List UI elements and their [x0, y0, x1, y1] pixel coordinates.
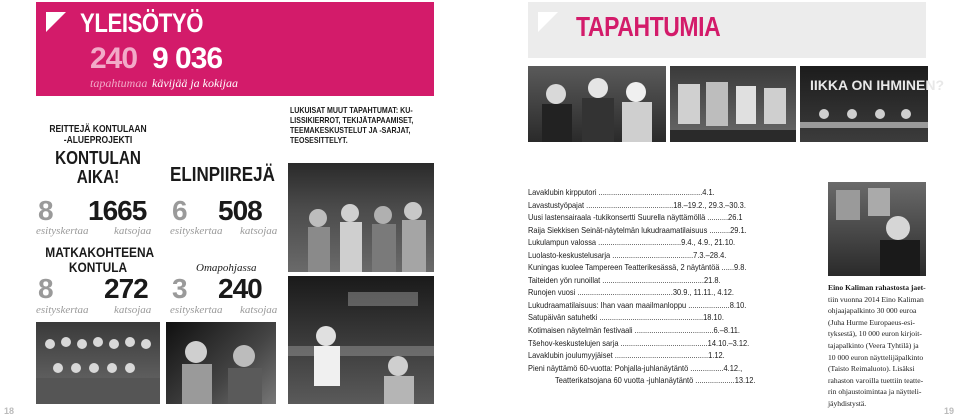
caption-line: rin ohjaustoimintaa ja näytteli- [828, 387, 922, 397]
photo-panel-discussion [800, 66, 945, 142]
photo-omapohjassa-art [166, 322, 276, 404]
photo-group-kontula-art [36, 322, 160, 404]
event-item: Tšehov-keskustelujen sarja ..........................................14.10.–3.12. [528, 337, 750, 348]
kontula-block [36, 124, 160, 188]
event-item: Lukulampun valossa ........................................9.4., 4.9., 21.10. [528, 237, 736, 248]
event-item: Lavaklubin kirpputori ..................................................4.1. [528, 187, 715, 197]
kontula-aud-label: katsojaa [114, 225, 152, 237]
page-number-left: 18 [4, 406, 15, 416]
event-item: Kuningas kuolee Tampereen Teatterikesässä, 2 näytäntöä ......9.8. [528, 262, 747, 273]
matka-block [36, 244, 160, 275]
caption-line: tajapalkinto (Veera Tyhtilä) ja [828, 340, 919, 350]
photo-exhibition [670, 66, 796, 142]
elinpiireja-aud-value: 508 [218, 195, 262, 226]
omapohjassa-perf-value: 3 [172, 273, 187, 304]
banner-title: YLEISÖTYÖ [80, 8, 204, 38]
svg-text:IIKKA ON IHMINEN?: IIKKA ON IHMINEN? [810, 77, 945, 93]
event-item: Teatterikatsojana 60 vuotta -juhlanäytäntö ...................13.12. [555, 375, 756, 386]
elinpiireja-perf-label: esityskertaa [170, 225, 223, 237]
omapohjassa-title: Omapohjassa [196, 262, 257, 274]
other-events-line3: TEEMAKESKUSTELUT JA -SARJAT, [290, 126, 411, 135]
caption-line: (Taisto Reimaluoto). Lisäksi [828, 364, 915, 374]
photo-group-kontula [36, 322, 160, 404]
matka-line1: MATKAKOHTEENA [45, 244, 155, 260]
photo-panel-discussion-art [800, 66, 945, 142]
events-label: tapahtumaa [90, 76, 148, 90]
photo-kids-audience-art [288, 163, 434, 272]
kontula-line1: REITTEJÄ KONTULAAN [49, 124, 147, 135]
caption-line: tyksestä), 10 000 euron kirjoit- [828, 329, 922, 339]
event-item: Lavastustyöpajat ..........................................18.–19.2., 29.3.–30.3. [528, 199, 746, 210]
event-item: Lukudraamatilaisuus: Ihan vaan maailmanloppu ....................8.10. [528, 299, 747, 310]
elinpiireja-title: ELINPIIREJÄ [170, 164, 275, 186]
omapohjassa-aud-value: 240 [218, 273, 262, 304]
caption-line: tiin vuonna 2014 Eino Kaliman [828, 294, 924, 304]
caption-line: jäyhdistystä. [828, 398, 867, 408]
event-item: Lavaklubin joulumyyjäiset .............................................1.12. [528, 350, 725, 361]
caption-line: Eino Kaliman rahastosta jaet- [828, 283, 926, 292]
photo-three-people [528, 66, 666, 142]
caption-line: ohjaajapalkinto 30 000 euroa [828, 306, 917, 316]
event-item: Pieni näyttämö 60-vuotta: Pohjalla-juhlanäytäntö ................4.12., [528, 362, 743, 373]
elinpiireja-perf-value: 6 [172, 195, 187, 226]
tapahtumia-title: TAPAHTUMIA [576, 11, 721, 42]
kontula-perf-label: esityskertaa [36, 225, 89, 237]
page-number-right: 19 [944, 406, 955, 416]
visitors-label: kävijää ja kokijaa [152, 76, 238, 90]
events-count: 240 [90, 42, 138, 75]
matka-aud-label: katsojaa [114, 304, 152, 316]
corner-triangle-icon [538, 12, 558, 32]
other-events-line1: LUKUISAT MUUT TAPAHTUMAT: KU- [290, 106, 413, 115]
other-events-note [290, 106, 450, 146]
elinpiireja-aud-label: katsojaa [240, 225, 278, 237]
other-events-line2: LISSIKIERROT, TEKIJÄTAPAAMISET, [290, 116, 414, 125]
omapohjassa-perf-label: esityskertaa [170, 304, 223, 316]
kontula-line3: KONTULAN [55, 148, 141, 168]
matka-perf-value: 8 [38, 273, 53, 304]
caption-line: rahaston varoilla tuettiin teatte- [828, 375, 924, 385]
corner-triangle-icon [46, 12, 66, 32]
kontula-line2: -ALUEPROJEKTI [63, 135, 133, 146]
event-item: Luolasto-keskustelusarja .......................................7.3.–28.4. [528, 249, 727, 260]
kalima-fund-caption [828, 282, 928, 410]
yleisotyo-banner [36, 2, 434, 96]
caption-line: 10 000 euron näyttelijäpalkinto [828, 352, 924, 362]
event-item: Satupäivän satuhetki ..................................................18.10. [528, 312, 724, 323]
matka-perf-label: esityskertaa [36, 304, 89, 316]
tapahtumia-banner [528, 2, 926, 58]
event-item: Uusi lastensairaala -tukikonsertti Suurella näyttämöllä ..........26.1 [528, 212, 743, 223]
event-item: Raija Siekkisen Seinät-näytelmän lukudraamatilaisuus ..........29.1. [528, 224, 747, 235]
event-item: Kotimaisen näytelmän festivaali ......................................6.–8.11. [528, 325, 740, 336]
kontula-line4: AIKA! [76, 167, 120, 187]
event-item: Taiteiden yön runoillat .................................................21.8. [528, 274, 721, 285]
event-item: Runojen vuosi ..............................................30.9., 11.11., 4.12. [528, 287, 735, 298]
kontula-aud-value: 1665 [88, 195, 147, 226]
omapohjassa-aud-label: katsojaa [240, 304, 278, 316]
photo-three-people-art [528, 66, 666, 142]
matka-line2: KONTULA [68, 259, 128, 275]
photo-eino-kalima [828, 182, 926, 276]
visitors-count: 9 036 [152, 42, 223, 75]
photo-eino-kalima-art [828, 182, 926, 276]
caption-line: (Juha Hurme Europaeus-esi- [828, 317, 915, 327]
events-list [528, 186, 828, 387]
photo-kids-audience [288, 163, 434, 272]
photo-exhibition-art [670, 66, 796, 142]
photo-lavaklubi-art [288, 276, 434, 404]
other-events-line4: TEOSESITTELYT. [290, 136, 348, 145]
photo-omapohjassa [166, 322, 276, 404]
matka-aud-value: 272 [104, 273, 148, 304]
photo-lavaklubi [288, 276, 434, 404]
kontula-perf-value: 8 [38, 195, 53, 226]
